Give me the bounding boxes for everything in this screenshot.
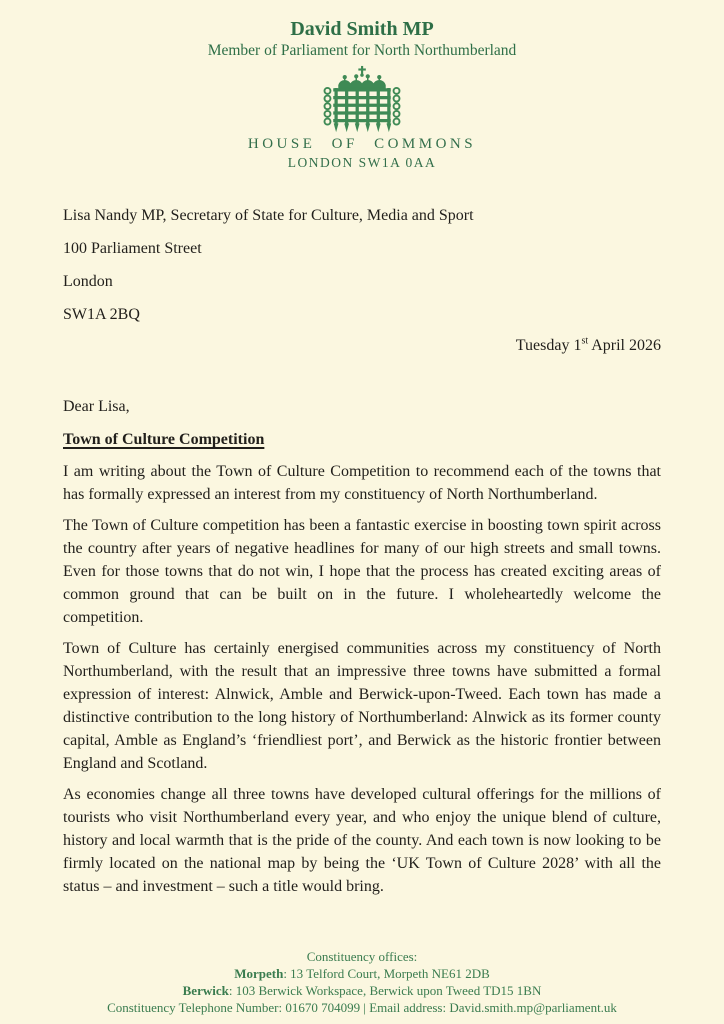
institution-address: LONDON SW1A 0AA [287, 155, 437, 170]
recipient-line: SW1A 2BQ [63, 306, 140, 323]
portcullis-logo [63, 65, 661, 135]
office-address: : 13 Telford Court, Morpeth NE61 2DB [283, 966, 490, 981]
office-line [0, 982, 724, 999]
mp-role: Member of Parliament for North Northumberland [207, 42, 517, 59]
letter-date [63, 333, 661, 358]
letter-paragraph: Town of Culture has certainly energised communities across my constituency of North Northumberland, with the result that an impressive three towns have submitted a formal expression of interest: Alnwick, Amble and Berwick-upon-Tweed. Each town has made a distinctive contribution to the long history of Northumberland: Alnwick as its former county capital, Amble as England’s ‘friendliest port’, and Berwick as the historic frontier between England and Scotland. [63, 640, 661, 772]
recipient-line: Lisa Nandy MP, Secretary of State for Culture, Media and Sport [63, 207, 474, 224]
letter-paragraph: The Town of Culture competition has been a fantastic exercise in boosting town spirit across the country after years of negative headlines for many of our high streets and small towns. Even for those towns that do not win, I hope that the process has created exciting areas of common ground that can be built on in the future. I wholeheartedly welcome the competition. [63, 517, 661, 626]
letter-footer [0, 948, 724, 1016]
letter-paragraph: As economies change all three towns have developed cultural offerings for the millions of tourists who visit Northumberland every year, and who enjoy the unique blend of culture, history and local warmth that is the pride of the county. And each town is now looking to be firmly located on the national map by being the ‘UK Town of Culture 2028’ with all the status – and investment – such a title would bring. [63, 786, 661, 895]
letterhead [63, 18, 661, 171]
date-text: Tuesday 1 [515, 337, 582, 354]
constituency-offices-title: Constituency offices: [306, 949, 418, 964]
letter-paragraph: I am writing about the Town of Culture Competition to recommend each of the towns that has formally expressed an interest from my constituency of North Northumberland. [63, 463, 661, 503]
date-ordinal-suffix: st [581, 335, 589, 347]
contact-line: Constituency Telephone Number: 01670 704099 | Email address: David.smith.mp@parliament.uk [107, 1000, 617, 1015]
institution-name: HOUSE OF COMMONS [247, 136, 477, 152]
recipient-address [63, 199, 661, 331]
date-text: April 2026 [588, 337, 661, 354]
office-address: : 103 Berwick Workspace, Berwick upon Tweed TD15 1BN [228, 983, 542, 998]
salutation: Dear Lisa, [63, 398, 130, 415]
mp-name: David Smith MP [290, 18, 434, 40]
office-name: Berwick [182, 983, 229, 998]
recipient-line: 100 Parliament Street [63, 240, 202, 257]
recipient-line: London [63, 273, 113, 290]
subject-heading: Town of Culture Competition [63, 431, 265, 448]
office-line [0, 965, 724, 982]
office-name: Morpeth [234, 966, 284, 981]
